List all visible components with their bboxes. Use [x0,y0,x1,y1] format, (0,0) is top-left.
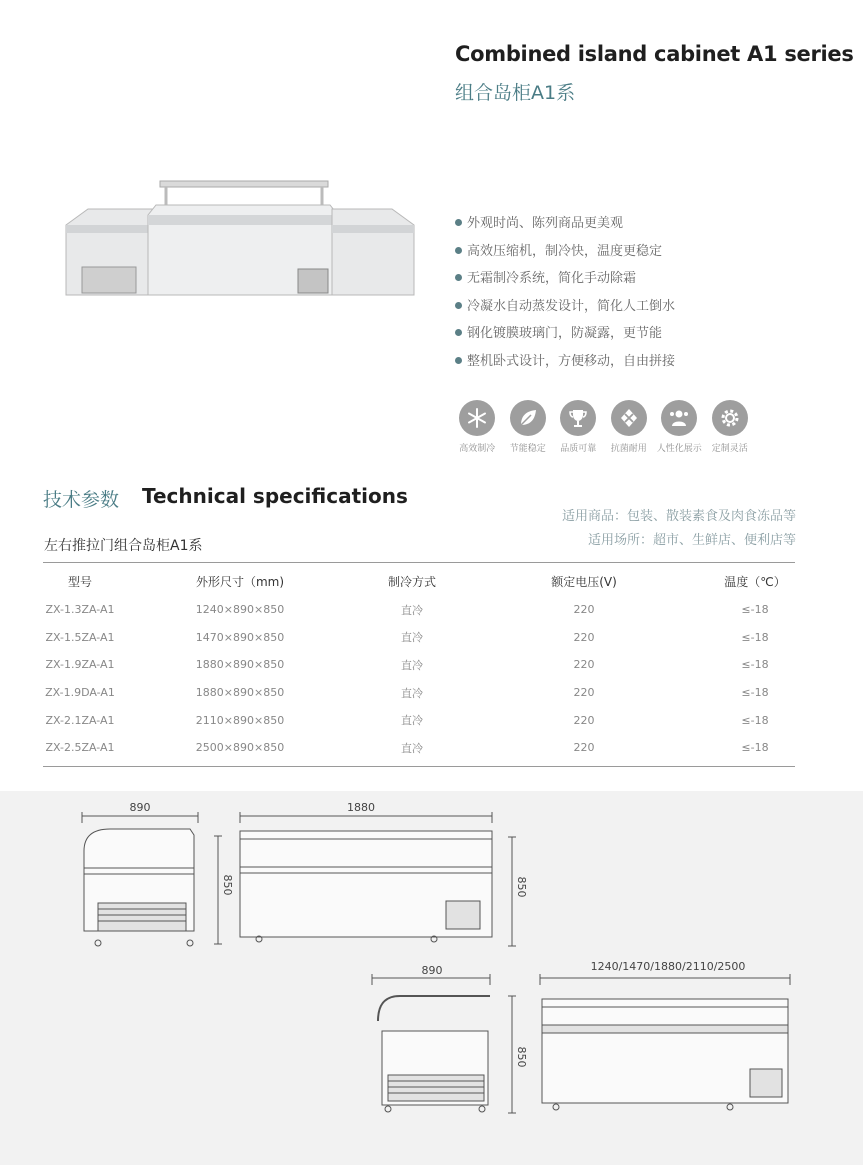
bullet-icon [455,357,462,364]
feature-item: 高效压缩机，制冷快，温度更稳定 [455,242,675,270]
table-row: ZX-2.5ZA-A1 2500×890×850 直冷 220 ≤-18 [45,741,769,755]
specs-subtitle: 左右推拉门组合岛柜A1系 [44,538,203,554]
feature-icon-item: 抗菌耐用 [604,400,655,454]
bullet-icon [455,219,462,226]
feature-item: 外观时尚、陈列商品更美观 [455,214,675,242]
table-row: ZX-1.9ZA-A1 1880×890×850 直冷 220 ≤-18 [45,658,769,672]
table-row: ZX-2.1ZA-A1 2110×890×850 直冷 220 ≤-18 [45,713,769,728]
drawings-svg [0,791,863,1165]
column-header: 额定电压(V) [551,575,617,590]
bullet-icon [455,329,462,336]
bullet-icon [455,247,462,254]
dimension-drawings [0,791,863,1165]
column-header: 外形尺寸（mm) [195,575,285,590]
table-row: ZX-1.5ZA-A1 1470×890×850 直冷 220 ≤-18 [45,630,769,645]
feature-icon-item: 节能稳定 [503,400,554,454]
usage-places: 适用场所：超市、生鲜店、便利店等 [587,533,796,548]
product-image [60,175,420,305]
leaf-icon [510,400,546,436]
dimension-label: 850 [515,1046,528,1068]
dimension-label: 850 [221,874,234,896]
bullet-icon [455,302,462,309]
table-header-row [43,568,795,596]
dimension-label: 890 [421,964,443,977]
usage-goods: 适用商品：包装、散装素食及肉食冻品等 [561,509,796,524]
column-header: 温度（℃） [724,575,786,590]
bullet-icon [455,274,462,281]
specs-title-chinese: 技术参数 [43,489,120,511]
feature-icons [452,400,755,454]
trophy-icon [560,400,596,436]
shield-icon [611,400,647,436]
feature-icon-item: 品质可靠 [553,400,604,454]
feature-item: 冷凝水自动蒸发设计，简化人工倒水 [455,297,675,325]
snowflake-icon [459,400,495,436]
column-header: 型号 [67,575,92,590]
feature-icon-item: 高效制冷 [452,400,503,454]
specs-title-english: Technical specifications [142,484,408,508]
feature-item: 无霜制冷系统，简化手动除霜 [455,269,675,297]
table-row: ZX-1.9DA-A1 1880×890×850 直冷 220 ≤-18 [45,686,769,700]
feature-item: 钢化镀膜玻璃门，防凝露，更节能 [455,324,675,352]
feature-list [455,214,675,380]
dimension-label: 1880 [347,801,375,814]
feature-icon-item: 定制灵活 [705,400,756,454]
title-chinese: 组合岛柜A1系 [455,82,576,104]
person-icon [661,400,697,436]
dimension-label: 850 [515,876,528,898]
gear-icon [712,400,748,436]
table-bottom-rule [43,766,795,767]
feature-icon-item: 人性化展示 [654,400,705,454]
dimension-label: 890 [129,801,151,814]
table-top-rule [43,562,795,563]
title-english: Combined island cabinet A1 series [455,42,854,66]
feature-item: 整机卧式设计，方便移动，自由拼接 [455,352,675,380]
dimension-label: 1240/1470/1880/2110/2500 [590,960,746,973]
column-header: 制冷方式 [387,575,436,590]
table-row: ZX-1.3ZA-A1 1240×890×850 直冷 220 ≤-18 [45,603,769,617]
